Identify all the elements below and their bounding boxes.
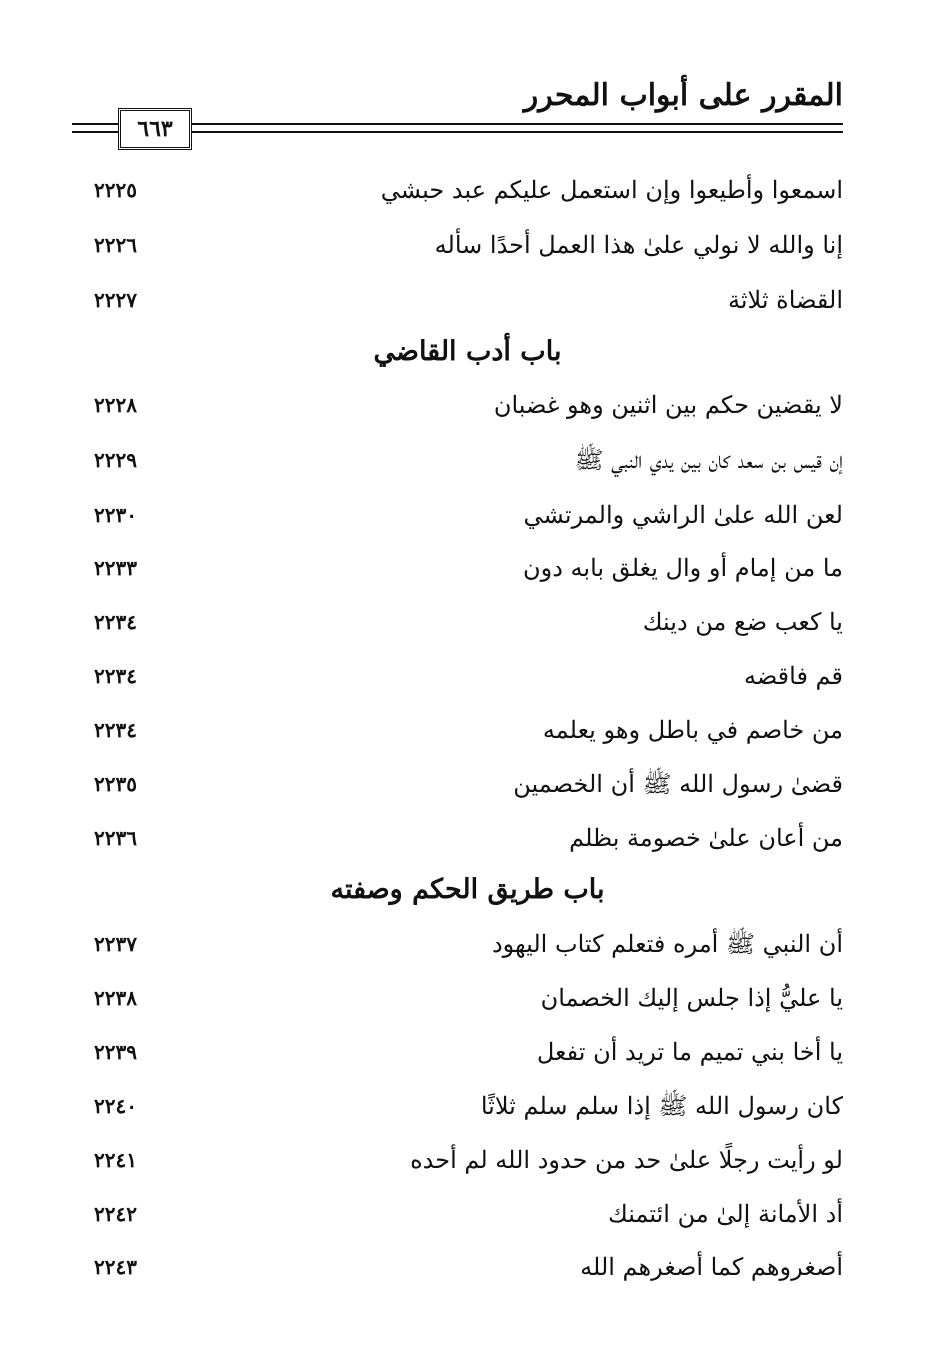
entry-number: ٢٢٢٧: [94, 288, 137, 312]
entry-number: ٢٢٣٦: [94, 826, 137, 850]
entry-text: يا كعب ضع من دينك: [642, 608, 843, 636]
index-entry: [0, 225, 935, 265]
entry-text: يا أخا بني تميم ما تريد أن تفعل: [536, 1038, 843, 1066]
index-entry: [0, 385, 935, 425]
entry-number: ٢٢٢٨: [94, 393, 137, 417]
entry-number: ٢٢٣٠: [94, 503, 137, 527]
entry-number: ٢٢٣٩: [94, 1040, 137, 1064]
index-entry: [0, 440, 935, 480]
entry-number: ٢٢٣٧: [94, 932, 137, 956]
entry-text: إنا والله لا نولي علىٰ هذا العمل أحدًا سأله: [434, 231, 843, 259]
entry-text: القضاة ثلاثة: [728, 286, 843, 314]
index-entry: [0, 1032, 935, 1072]
index-entry: [0, 170, 935, 210]
entry-text: ما من إمام أو وال يغلق بابه دون: [522, 554, 843, 582]
entry-number: ٢٢٢٩: [94, 448, 137, 472]
index-entry: [0, 710, 935, 750]
index-entry: [0, 764, 935, 804]
section-heading: باب طريق الحكم وصفته: [330, 874, 605, 905]
index-entry: [0, 924, 935, 964]
entry-number: ٢٢٤٠: [94, 1094, 137, 1118]
entry-text: قم فاقضه: [743, 662, 843, 690]
index-entry: [0, 495, 935, 535]
entry-text: لعن الله علىٰ الراشي والمرتشي: [523, 501, 843, 529]
entry-number: ٢٢٢٦: [94, 233, 137, 257]
entry-text: قضىٰ رسول الله ﷺ أن الخصمين: [513, 770, 843, 798]
index-entry: [0, 656, 935, 696]
entry-text: من أعان علىٰ خصومة بظلم: [569, 824, 843, 852]
entry-text: كان رسول الله ﷺ إذا سلم سلم ثلاثًا: [480, 1092, 843, 1120]
entry-text: لو رأيت رجلًا علىٰ حد من حدود الله لم أحده: [410, 1146, 843, 1174]
running-title: المقرر على أبواب المحرر: [523, 78, 843, 113]
index-entry: [0, 280, 935, 320]
entry-text: إن قيس بن سعد كان بين يدي النبي ﷺ: [574, 446, 843, 474]
entry-number: ٢٢٤١: [94, 1148, 137, 1172]
entry-text: يا عليُّ إذا جلس إليك الخصمان: [540, 984, 843, 1012]
index-entry: [0, 1247, 935, 1287]
index-entry: [0, 818, 935, 858]
entry-number: ٢٢٤٢: [94, 1202, 137, 1226]
entry-number: ٢٢٣٤: [94, 718, 137, 742]
section-heading: باب أدب القاضي: [373, 336, 562, 367]
index-entry: [0, 1086, 935, 1126]
entry-number: ٢٢٣٨: [94, 986, 137, 1010]
entry-number: ٢٢٣٤: [94, 610, 137, 634]
index-entry: [0, 978, 935, 1018]
entry-text: أصغروهم كما أصغرهم الله: [580, 1253, 843, 1281]
index-entry: [0, 602, 935, 642]
page-number: ٦٦٣: [118, 108, 192, 150]
entry-number: ٢٢٣٥: [94, 772, 137, 796]
entry-text: لا يقضين حكم بين اثنين وهو غضبان: [493, 391, 843, 419]
index-entry: [0, 1194, 935, 1234]
entry-text: من خاصم في باطل وهو يعلمه: [542, 716, 843, 744]
entry-number: ٢٢٤٣: [94, 1255, 137, 1279]
entry-number: ٢٢٢٥: [94, 178, 137, 202]
entry-text: أن النبي ﷺ أمره فتعلم كتاب اليهود: [491, 930, 843, 958]
entry-number: ٢٢٣٣: [94, 556, 137, 580]
index-entry: [0, 1140, 935, 1180]
index-entry: [0, 548, 935, 588]
entry-text: اسمعوا وأطيعوا وإن استعمل عليكم عبد حبشي: [380, 176, 843, 204]
entry-number: ٢٢٣٤: [94, 664, 137, 688]
entry-text: أد الأمانة إلىٰ من ائتمنك: [608, 1200, 843, 1228]
